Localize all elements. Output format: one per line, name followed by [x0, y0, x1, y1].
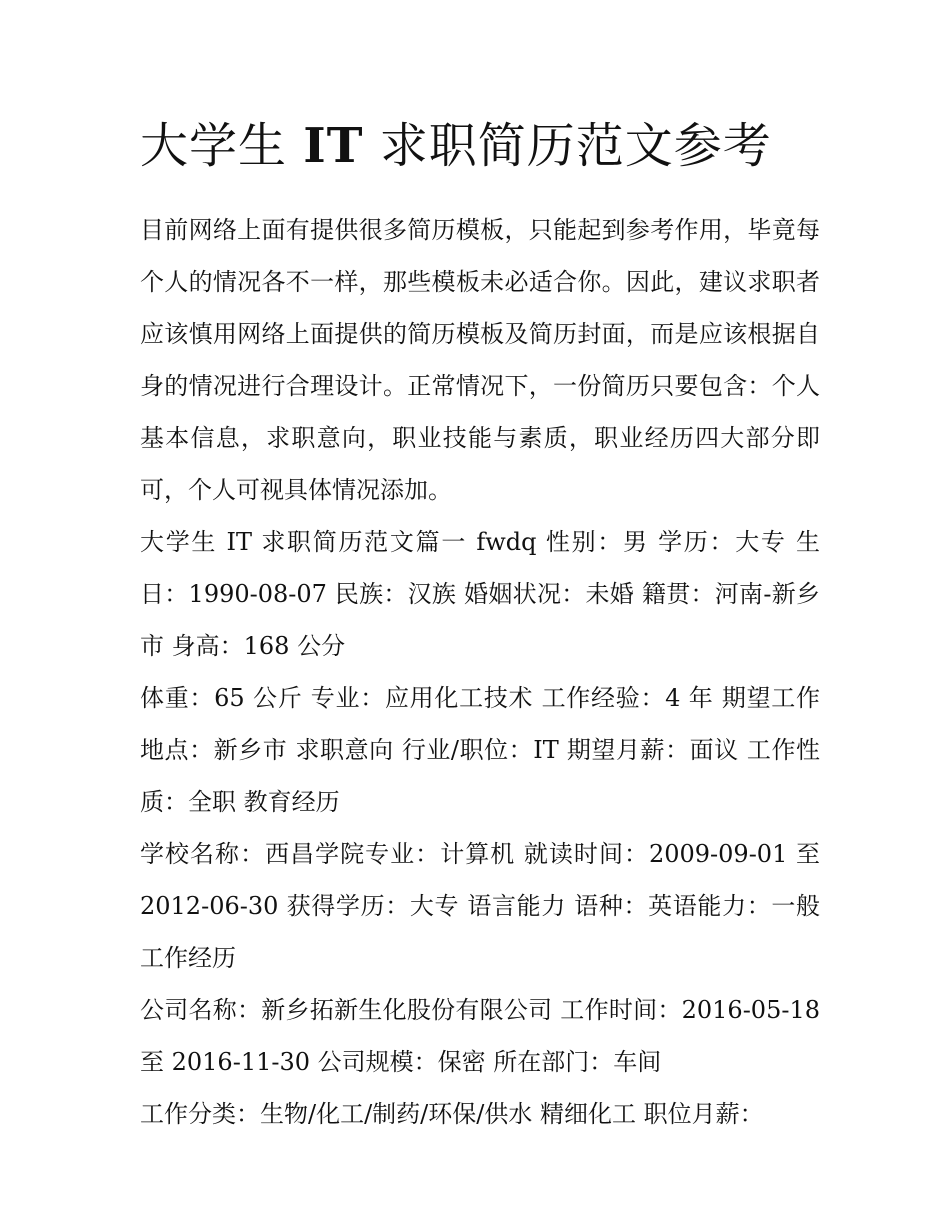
title-suffix: 求职简历范文参考 [363, 118, 772, 174]
resume-work-company-paragraph: 公司名称：新乡拓新生化股份有限公司 工作时间：2016-05-18 至 2016-11-30 公司规模：保密 所在部门：车间 [140, 996, 820, 1076]
resume-intent-paragraph: 体重：65 公斤 专业：应用化工技术 工作经验：4 年 期望工作地点：新乡市 求职意向 行业/职位：IT 期望月薪：面议 工作性质：全职 教育经历 [140, 684, 820, 816]
resume-education-paragraph: 学校名称：西昌学院专业：计算机 就读时间：2009-09-01 至 2012-06-30 获得学历：大专 语言能力 语种：英语能力：一般 工作经历 [140, 840, 820, 972]
resume-basic-info-paragraph: 大学生 IT 求职简历范文篇一 fwdq 性别：男 学历：大专 生日：1990-08-07 民族：汉族 婚姻状况：未婚 籍贯：河南-新乡市 身高：168 公分 [140, 528, 820, 660]
document-title [140, 112, 820, 180]
title-en: IT [303, 118, 364, 174]
title-prefix: 大学生 [140, 118, 304, 174]
intro-paragraph: 目前网络上面有提供很多简历模板，只能起到参考作用，毕竟每个人的情况各不一样，那些模板未必适合你。因此，建议求职者应该慎用网络上面提供的简历模板及简历封面，而是应该根据自身的情况进行合理设计。正常情况下，一份简历只要包含：个人基本信息，求职意向，职业技能与素质，职业经历四大部分即可，个人可视具体情况添加。 [140, 216, 820, 504]
resume-work-category-paragraph: 工作分类：生物/化工/制药/环保/供水 精细化工 职位月薪： [140, 1100, 764, 1128]
document-body [140, 112, 820, 1140]
